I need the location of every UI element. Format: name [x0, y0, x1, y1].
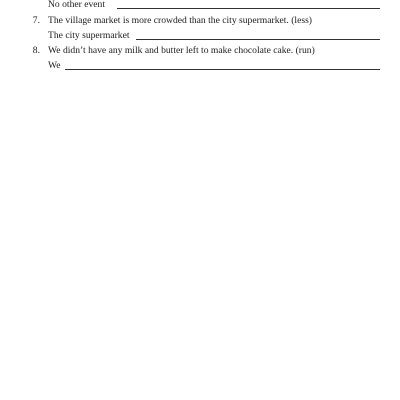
answer-blank-7[interactable]: [136, 39, 380, 40]
answer-start-8: We: [48, 60, 61, 71]
answer-blank-6[interactable]: [117, 8, 380, 9]
answer-blank-8[interactable]: [65, 69, 380, 70]
item-prompt-7: The village market is more crowded than the city supermarket. (less): [48, 15, 313, 26]
item-prompt-8: We didn’t have any milk and butter left to make chocolate cake. (run): [48, 45, 315, 56]
answer-start-6: No other event: [48, 0, 106, 10]
answer-start-7: The city supermarket: [48, 30, 130, 41]
item-number-7: 7.: [32, 15, 40, 26]
item-number-8: 8.: [32, 45, 40, 56]
